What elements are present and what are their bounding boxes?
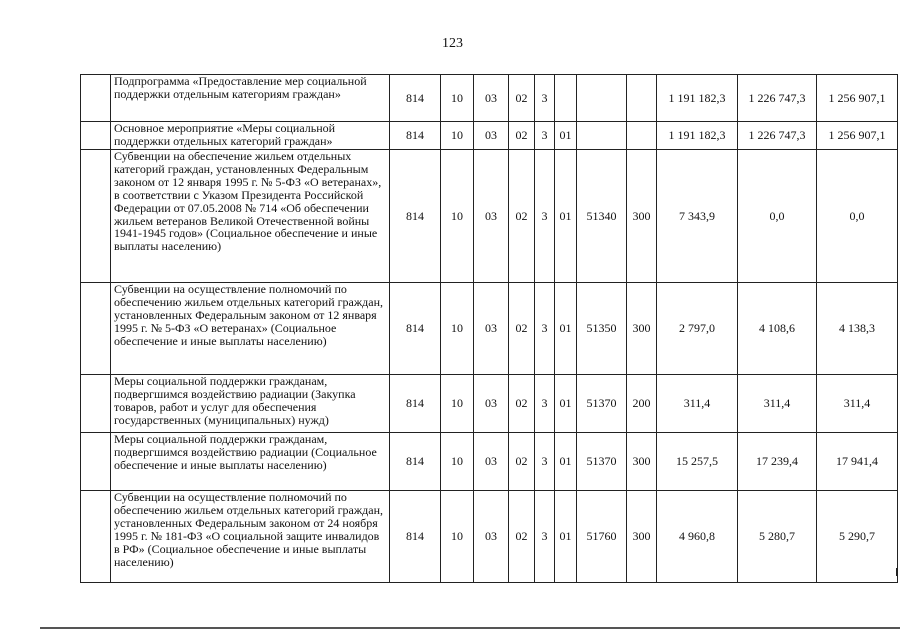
code-podrazdel: 03 [474, 375, 509, 433]
code-glava: 814 [390, 75, 441, 122]
table-edge-mark [896, 568, 898, 576]
amount-year-3: 1 256 907,1 [817, 122, 898, 150]
code-direction: 51370 [577, 375, 627, 433]
amount-year-2: 1 226 747,3 [738, 122, 817, 150]
code-program: 02 [509, 122, 535, 150]
amount-year-2: 4 108,6 [738, 283, 817, 375]
amount-year-3: 5 290,7 [817, 491, 898, 583]
code-event: 01 [555, 283, 577, 375]
code-podrazdel: 03 [474, 433, 509, 491]
blank-cell [81, 75, 111, 122]
code-glava: 814 [390, 150, 441, 283]
code-razdel: 10 [441, 433, 474, 491]
page-number: 123 [442, 36, 463, 51]
row-name: Субвенции на осуществление полномочий по обеспечению жильем отдельных категорий граждан, установленных Федеральным законом от 12 января 1995 г. № 5-ФЗ «О ветеранах» (Социальное обеспечение и иные выплаты населению) [111, 283, 390, 375]
amount-year-3: 1 256 907,1 [817, 75, 898, 122]
code-event: 01 [555, 375, 577, 433]
code-subprogram: 3 [535, 150, 555, 283]
amount-year-1: 1 191 182,3 [657, 75, 738, 122]
table-row [81, 433, 898, 491]
code-subprogram: 3 [535, 75, 555, 122]
code-razdel: 10 [441, 75, 474, 122]
amount-year-2: 17 239,4 [738, 433, 817, 491]
code-vid [627, 75, 657, 122]
amount-year-3: 311,4 [817, 375, 898, 433]
blank-cell [81, 433, 111, 491]
code-program: 02 [509, 433, 535, 491]
code-vid: 300 [627, 283, 657, 375]
row-name: Меры социальной поддержки гражданам, подвергшимся воздействию радиации (Социальное обеспечение и иные выплаты населению) [111, 433, 390, 491]
code-podrazdel: 03 [474, 491, 509, 583]
amount-year-1: 4 960,8 [657, 491, 738, 583]
code-subprogram: 3 [535, 122, 555, 150]
amount-year-1: 7 343,9 [657, 150, 738, 283]
budget-table [80, 74, 898, 583]
code-subprogram: 3 [535, 283, 555, 375]
amount-year-3: 0,0 [817, 150, 898, 283]
code-razdel: 10 [441, 283, 474, 375]
row-name: Субвенции на обеспечение жильем отдельных категорий граждан, установленных Федеральным законом от 12 января 1995 г. № 5-ФЗ «О ветеранах», в соответствии с Указом Президента Российской Федерации от 07.05.2008 № 714 «Об обеспечении жильем ветеранов Великой Отечественной войны 1941-1945 годов» (Социальное обеспечение и иные выплаты населению) [111, 150, 390, 283]
code-event: 01 [555, 122, 577, 150]
code-program: 02 [509, 283, 535, 375]
table-row [81, 491, 898, 583]
blank-cell [81, 283, 111, 375]
amount-year-1: 2 797,0 [657, 283, 738, 375]
code-program: 02 [509, 75, 535, 122]
amount-year-2: 311,4 [738, 375, 817, 433]
code-podrazdel: 03 [474, 150, 509, 283]
code-program: 02 [509, 150, 535, 283]
code-program: 02 [509, 375, 535, 433]
code-podrazdel: 03 [474, 122, 509, 150]
blank-cell [81, 150, 111, 283]
code-vid: 300 [627, 433, 657, 491]
code-razdel: 10 [441, 375, 474, 433]
table-row [81, 75, 898, 122]
code-event: 01 [555, 433, 577, 491]
blank-cell [81, 375, 111, 433]
table-row [81, 150, 898, 283]
code-glava: 814 [390, 491, 441, 583]
page-bottom-rule [40, 627, 900, 629]
code-razdel: 10 [441, 150, 474, 283]
code-direction: 51370 [577, 433, 627, 491]
row-name: Основное мероприятие «Меры социальной поддержки отдельных категорий граждан» [111, 122, 390, 150]
code-glava: 814 [390, 122, 441, 150]
amount-year-3: 4 138,3 [817, 283, 898, 375]
code-razdel: 10 [441, 122, 474, 150]
row-name: Субвенции на осуществление полномочий по обеспечению жильем отдельных категорий граждан, установленных Федеральным законом от 24 ноября 1995 г. № 181-ФЗ «О социальной защите инвалидов в РФ» (Социальное обеспечение и иные выплаты населению) [111, 491, 390, 583]
table-row [81, 283, 898, 375]
row-name: Меры социальной поддержки гражданам, подвергшимся воздействию радиации (Закупка товаров, работ и услуг для обеспечения государственных (муниципальных) нужд) [111, 375, 390, 433]
code-vid: 300 [627, 150, 657, 283]
code-subprogram: 3 [535, 491, 555, 583]
code-vid: 300 [627, 491, 657, 583]
amount-year-2: 0,0 [738, 150, 817, 283]
table-row [81, 122, 898, 150]
code-subprogram: 3 [535, 433, 555, 491]
code-glava: 814 [390, 283, 441, 375]
code-direction: 51350 [577, 283, 627, 375]
code-vid: 200 [627, 375, 657, 433]
code-event: 01 [555, 150, 577, 283]
code-direction [577, 75, 627, 122]
amount-year-3: 17 941,4 [817, 433, 898, 491]
code-glava: 814 [390, 433, 441, 491]
code-event [555, 75, 577, 122]
table-row [81, 375, 898, 433]
code-direction: 51340 [577, 150, 627, 283]
code-program: 02 [509, 491, 535, 583]
amount-year-2: 1 226 747,3 [738, 75, 817, 122]
code-event: 01 [555, 491, 577, 583]
blank-cell [81, 122, 111, 150]
amount-year-2: 5 280,7 [738, 491, 817, 583]
code-vid [627, 122, 657, 150]
code-direction [577, 122, 627, 150]
code-razdel: 10 [441, 491, 474, 583]
row-name: Подпрограмма «Предоставление мер социальной поддержки отдельным категориям граждан» [111, 75, 390, 122]
code-subprogram: 3 [535, 375, 555, 433]
amount-year-1: 15 257,5 [657, 433, 738, 491]
code-glava: 814 [390, 375, 441, 433]
amount-year-1: 1 191 182,3 [657, 122, 738, 150]
code-direction: 51760 [577, 491, 627, 583]
code-podrazdel: 03 [474, 283, 509, 375]
blank-cell [81, 491, 111, 583]
code-podrazdel: 03 [474, 75, 509, 122]
amount-year-1: 311,4 [657, 375, 738, 433]
